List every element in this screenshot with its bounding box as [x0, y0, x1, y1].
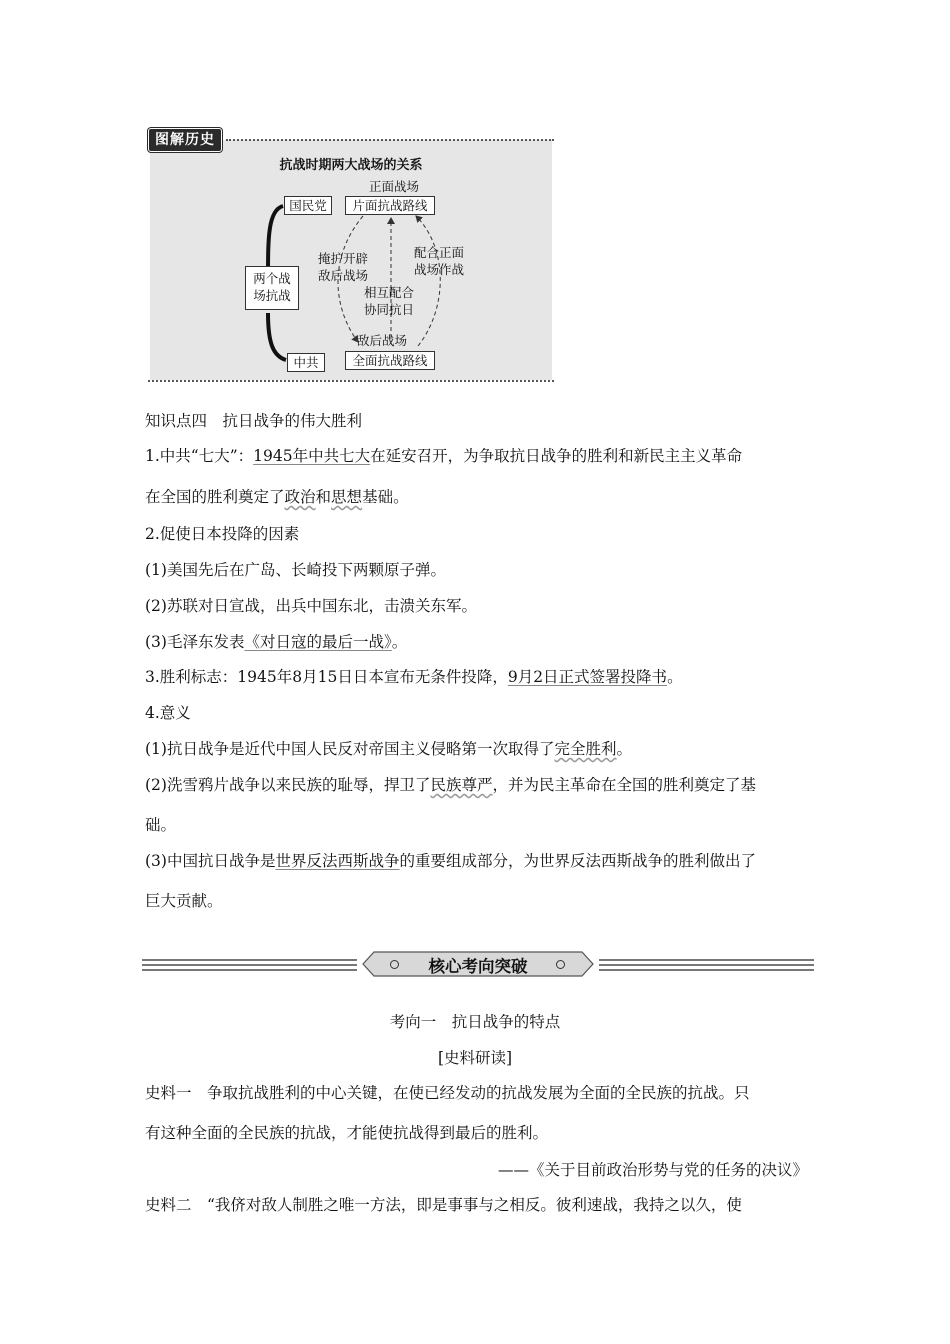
banner-label: 核心考向突破 [428, 957, 528, 976]
banner-stripe-r1 [599, 959, 814, 961]
two-fields-line2: 场抗战 [253, 288, 291, 303]
item2-2: (2)苏联对日宣战，出兵中国东北，击溃关东军。 [145, 597, 477, 615]
direction-title: 考向一 抗日战争的特点 [389, 1013, 561, 1031]
banner-stripe-l1 [142, 959, 357, 961]
source2-line1: 史料二 “我侪对敌人制胜之唯一方法，即是事事与之相反。彼利速战，我持之以久，使 [145, 1196, 742, 1214]
item4-1-a: (1)抗日战争是近代中国人民反对帝国主义侵略第一次取得了 [145, 740, 555, 758]
item4-2-b: ，并为民主革命在全国的胜利奠定了基 [492, 776, 756, 794]
item4-3-a: (3)中国抗日战争是 [145, 852, 276, 870]
node-front-line: 片面抗战路线 [345, 196, 435, 215]
section-banner [142, 950, 814, 978]
right-arrow-label-2: 战场作战 [413, 262, 464, 277]
item4-3-line2: 巨大贡献。 [145, 892, 223, 910]
item4-1-victory: 完全胜利 [554, 740, 617, 758]
arrow-right [416, 216, 440, 346]
banner-stripe-r3 [599, 969, 814, 971]
item4-3-war: 世界反法西斯战争 [275, 852, 400, 870]
source1-line2: 有这种全面的全民族的抗战，才能使抗战得到最后的胜利。 [145, 1124, 549, 1142]
section-heading: 知识点四 抗日战争的伟大胜利 [145, 412, 363, 430]
banner-stripe-l3 [142, 969, 357, 971]
item4-2-dignity: 民族尊严 [430, 776, 493, 794]
item1-and: 和 [315, 488, 332, 506]
item3-prefix: 3.胜利标志：1945年8月15日日本宣布无条件投降， [145, 668, 508, 686]
banner-center [362, 951, 594, 977]
item1-c: 在全国的胜利奠定了 [145, 488, 285, 506]
item4-3-b: 的重要组成部分，为世界反法西斯战争的胜利做出了 [399, 852, 756, 870]
two-fields-line1: 两个战 [253, 271, 291, 286]
node-rear-label: 敌后战场 [356, 333, 407, 348]
item4-2-a: (2)洗雪鸦片战争以来民族的耻辱，捍卫了 [145, 776, 431, 794]
item4-3-line1 [145, 851, 756, 871]
item1-line2 [145, 487, 409, 507]
item4-heading: 4.意义 [145, 704, 191, 722]
node-two-fields [245, 266, 299, 310]
direction-subtitle: [史料研读] [437, 1049, 513, 1067]
left-arrow-label [308, 250, 378, 284]
right-arrow-label-1: 配合正面 [413, 245, 464, 260]
item4-2-line1 [145, 775, 756, 795]
item1-thought: 思想 [331, 488, 363, 506]
item3-end: 。 [667, 668, 683, 686]
diagram-figure [148, 128, 554, 384]
node-kmt: 国民党 [284, 196, 332, 215]
item2-3-title: 《对日寇的最后一战》 [244, 633, 392, 651]
node-front-label: 正面战场 [368, 179, 419, 194]
left-arrow-label-1: 掩护开辟 [317, 251, 368, 266]
figure-tag: 图解历史 [148, 128, 222, 152]
item1-politics: 政治 [284, 488, 316, 506]
middle-arrow-label-2: 协同抗日 [363, 302, 414, 317]
node-rear-line: 全面抗战路线 [345, 351, 435, 370]
middle-arrow-label [354, 284, 424, 318]
banner-stripe-l2 [142, 964, 357, 966]
item4-2-line2: 础。 [145, 816, 177, 834]
figure-title: 抗战时期两大战场的关系 [279, 158, 423, 173]
item2-1: (1)美国先后在广岛、长崎投下两颗原子弹。 [145, 561, 446, 579]
item2-3-prefix: (3)毛泽东发表 [145, 633, 245, 651]
node-ccp: 中共 [287, 353, 325, 372]
item3 [145, 667, 683, 687]
item1-prefix: 1.中共“七大”： [145, 447, 254, 465]
source1-line1: 史料一 争取抗战胜利的中心关键，在使已经发动的抗战发展为全面的全民族的抗战。只 [145, 1084, 750, 1102]
item2-3-end: 。 [391, 633, 408, 651]
item3-underlined: 9月2日正式签署投降书 [507, 668, 668, 686]
right-arrow-label [404, 244, 474, 278]
item4-1 [145, 739, 632, 759]
item2-3 [145, 632, 407, 652]
left-arrow-label-2: 敌后战场 [317, 268, 368, 283]
item1-underlined: 1945年中共七大 [253, 447, 371, 465]
brace-lower [268, 313, 286, 360]
item1-rest: 在延安召开，为争取抗日战争的胜利和新民主主义革命 [370, 447, 743, 465]
item2-heading: 2.促使日本投降的因素 [145, 525, 300, 543]
item4-1-end: 。 [616, 740, 632, 758]
item1-end: 基础。 [362, 488, 409, 506]
banner-stripe-r2 [599, 964, 814, 966]
item1-line1 [145, 446, 742, 466]
source1-citation: ——《关于目前政治形势与党的任务的决议》 [497, 1161, 808, 1179]
middle-arrow-label-1: 相互配合 [363, 285, 414, 300]
